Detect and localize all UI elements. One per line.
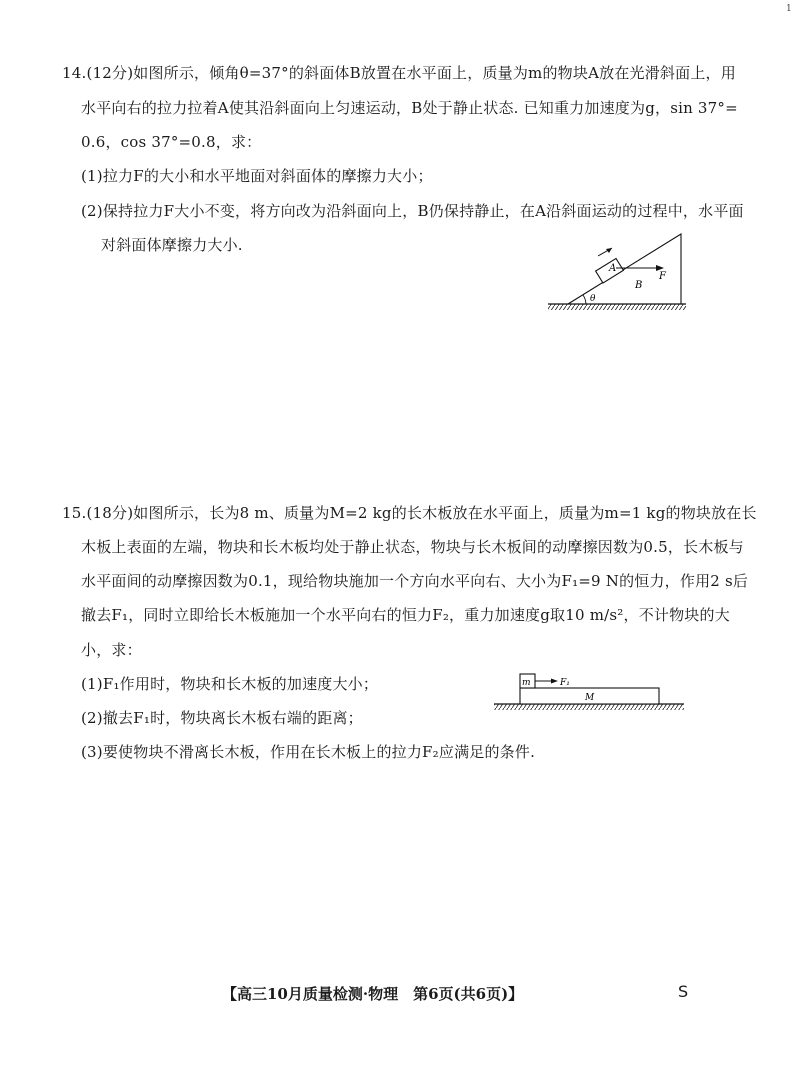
- ground-hatch: [548, 304, 686, 310]
- q15-subquestion-1: (1)F₁作用时，物块和长木板的加速度大小；: [81, 675, 379, 693]
- label-theta: θ: [590, 294, 596, 304]
- q15-line: 木板上表面的左端，物块和长木板均处于静止状态，物块与长木板间的动摩擦因数为0.5，长木板与: [81, 538, 744, 556]
- incline-figure: [546, 228, 688, 314]
- q14-line: 0.6，cos 37°=0.8，求：: [81, 133, 262, 151]
- q15-line: 小，求：: [81, 641, 142, 659]
- label-M: M: [585, 693, 595, 703]
- label-B: B: [635, 280, 643, 291]
- q15-line: 15.(18分)如图所示，长为8 m、质量为M=2 kg的长木板放在水平面上，质量为m=1 kg的物块放在长: [62, 504, 757, 522]
- q15-subquestion-3: (3)要使物块不滑离长木板，作用在长木板上的拉力F₂应满足的条件.: [81, 743, 536, 761]
- q14-subquestion-2: (2)保持拉力F大小不变，将方向改为沿斜面向上，B仍保持静止，在A沿斜面运动的过程中，水平面: [81, 202, 744, 220]
- corner-mark: 1: [786, 4, 792, 14]
- board-figure: [492, 666, 688, 716]
- side-letter: S: [678, 982, 689, 1001]
- q14-line: 对斜面体摩擦力大小.: [101, 236, 243, 254]
- q15-line: 撤去F₁，同时立即给长木板施加一个水平向右的恒力F₂，重力加速度g取10 m/s²，不计物块的大: [81, 606, 730, 624]
- incline-body-B: [568, 234, 681, 304]
- q14-line: 水平向右的拉力拉着A使其沿斜面向上匀速运动，B处于静止状态. 已知重力加速度为g，sin 37°=: [81, 99, 738, 117]
- label-F: F: [659, 271, 666, 282]
- q15-subquestion-2: (2)撤去F₁时，物块离长木板右端的距离；: [81, 709, 363, 727]
- q14-subquestion-1: (1)拉力F的大小和水平地面对斜面体的摩擦力大小；: [81, 167, 433, 185]
- q14-line: 14.(12分)如图所示，倾角θ=37°的斜面体B放置在水平面上，质量为m的物块A放在光滑斜面上，用: [62, 64, 736, 82]
- label-m: m: [522, 678, 531, 688]
- label-F1: F₁: [560, 678, 570, 688]
- q15-line: 水平面间的动摩擦因数为0.1，现给物块施加一个方向水平向右、大小为F₁=9 N的恒力，作用2 s后: [81, 572, 749, 590]
- ground-hatch: [494, 704, 684, 710]
- label-A: A: [609, 263, 617, 274]
- theta-arc: [583, 295, 586, 304]
- page-footer: 【高三10月质量检测·物理 第6页(共6页)】: [222, 985, 524, 1003]
